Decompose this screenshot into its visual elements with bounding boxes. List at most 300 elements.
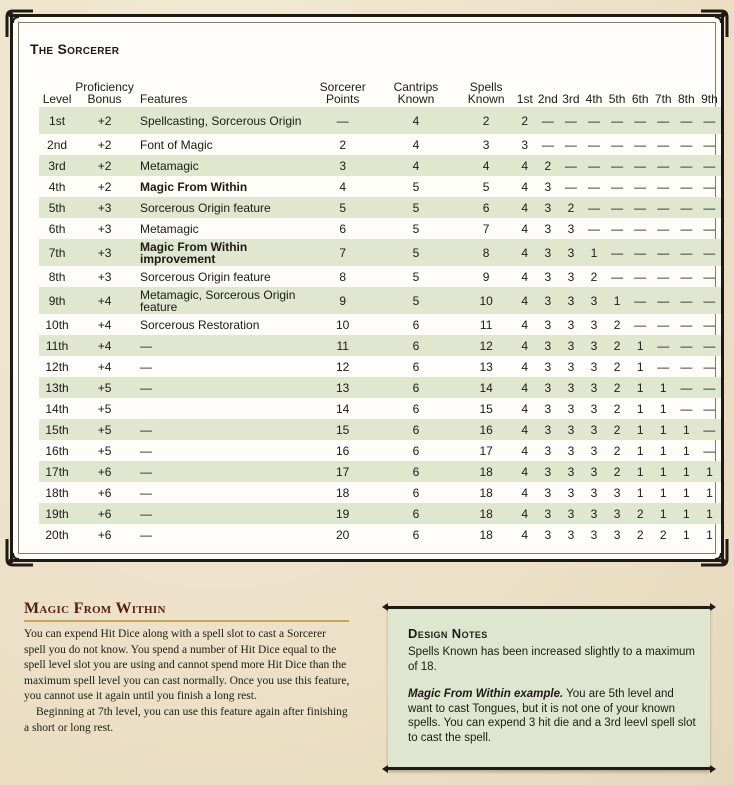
cell-spell-slot: 3 [544,221,552,236]
cell-spell-slot: 3 [567,317,575,332]
cell-proficiency: +6 [97,506,112,521]
cell-spell-slot: 4 [521,380,529,395]
cell-spell-slot: 4 [521,422,529,437]
cell-sorcerer-points: 17 [336,464,350,479]
cell-spell-slot: — [703,443,716,458]
cell-features: Sorcerous Origin feature [139,269,271,284]
cell-proficiency: +2 [97,137,112,152]
cell-spell-slot: 2 [613,338,621,353]
cell-level: 6th [48,221,66,236]
cell-spell-slot: 4 [521,245,529,260]
cell-spell-slot: — [680,179,693,194]
cell-proficiency: +4 [97,317,112,332]
box-corner-arrow [710,603,716,611]
cell-spell-slot: 3 [544,269,552,284]
cell-spell-slot: — [657,269,670,284]
cell-spell-slot: 2 [636,506,644,521]
cell-spell-slot: 4 [521,443,529,458]
heading-underline [24,620,349,622]
cell-cantrips-known: 5 [412,221,420,236]
table-row [39,461,721,482]
header-slot-3rd: 3rd [562,92,580,106]
header-slot-9th: 9th [701,92,718,106]
cell-sorcerer-points: 13 [336,380,350,395]
cell-sorcerer-points: — [336,113,349,128]
header-spells-known: Spells Known [467,80,505,106]
cell-level: 8th [48,269,66,284]
cell-spell-slot: 4 [521,269,529,284]
cell-spell-slot: — [703,338,716,353]
cell-spells-known: 8 [482,245,490,260]
magic-from-within-body [24,627,350,736]
header-proficiency: Proficiency Bonus [75,80,134,106]
cell-spell-slot: — [541,137,554,152]
header-features: Features [139,92,188,106]
cell-spell-slot: — [564,158,577,173]
header-cantrips-known: Cantrips Known [393,80,439,106]
table-row [39,356,721,377]
cell-level: 19th [45,506,69,521]
cell-spell-slot: 1 [636,359,644,374]
cell-spell-slot: 1 [590,245,598,260]
header-level: Level [42,92,72,106]
cell-spell-slot: — [634,317,647,332]
cell-spell-slot: 3 [544,179,552,194]
header-slot-2nd: 2nd [537,92,558,106]
cell-sorcerer-points: 12 [336,359,350,374]
design-notes-paragraph-2 [408,687,698,745]
cell-spells-known: 6 [482,200,490,215]
cell-spell-slot: — [588,137,600,152]
cell-spell-slot: — [680,137,693,152]
design-notes-paragraph-1: Spells Known has been increased slightly to a maximum of 18. [408,646,696,673]
cell-spell-slot: 1 [682,464,690,479]
cell-spell-slot: 2 [613,317,621,332]
cell-level: 5th [48,200,66,215]
cell-spell-slot: 2 [567,200,575,215]
cell-sorcerer-points: 9 [339,293,347,308]
cell-cantrips-known: 6 [412,359,420,374]
cell-features: — [139,506,152,521]
cell-spell-slot: 2 [613,401,621,416]
design-notes-title: Design Notes [408,626,488,641]
cell-proficiency: +3 [97,269,112,284]
cell-cantrips-known: 5 [412,179,420,194]
cell-spell-slot: 3 [544,317,552,332]
header-slot-6th: 6th [631,92,649,106]
cell-spell-slot: 2 [613,422,621,437]
cell-spell-slot: 2 [544,158,552,173]
cell-sorcerer-points: 8 [339,269,347,284]
cell-features: Magic From Within [139,179,248,194]
cell-spell-slot: 1 [682,422,690,437]
table-row [39,266,721,287]
cell-spell-slot: 1 [636,401,644,416]
cell-sorcerer-points: 7 [339,245,347,260]
cell-spell-slot: 1 [659,401,667,416]
cell-cantrips-known: 5 [412,200,420,215]
cell-spell-slot: 1 [659,464,667,479]
cell-cantrips-known: 4 [412,137,420,152]
table-row [39,197,721,218]
cell-spell-slot: 1 [659,443,667,458]
cell-spell-slot: — [703,359,716,374]
cell-spell-slot: — [634,293,647,308]
cell-spell-slot: — [657,317,670,332]
cell-spell-slot: 3 [590,506,598,521]
table-row [39,503,721,524]
table-row [39,287,721,314]
cell-spell-slot: — [611,137,624,152]
cell-proficiency: +6 [97,485,112,500]
cell-proficiency: +2 [97,158,112,173]
cell-cantrips-known: 5 [412,245,420,260]
cell-spell-slot: — [611,158,624,173]
cell-spell-slot: — [611,269,624,284]
cell-spell-slot: 2 [613,464,621,479]
cell-features: Metamagic, Sorcerous Origin feature [139,287,296,314]
cell-cantrips-known: 6 [412,401,420,416]
cell-spell-slot: — [680,200,693,215]
cell-spell-slot: 1 [613,293,621,308]
cell-spell-slot: 1 [682,527,690,542]
magic-from-within-heading: Magic From Within [24,600,166,617]
cell-spell-slot: — [703,137,716,152]
cell-spell-slot: 3 [544,527,552,542]
cell-spell-slot: 1 [706,464,713,479]
cell-sorcerer-points: 3 [339,158,347,173]
box-corner-arrow [382,765,388,773]
cell-spells-known: 4 [482,158,490,173]
cell-spell-slot: — [588,113,600,128]
cell-spell-slot: 4 [521,464,529,479]
table-body [39,107,721,545]
cell-spell-slot: 3 [567,506,575,521]
sorcerer-table-frame [10,14,724,562]
cell-level: 14th [45,401,69,416]
cell-spells-known: 10 [479,293,493,308]
cell-spells-known: 2 [482,113,490,128]
cell-spell-slot: 3 [590,485,598,500]
cell-spell-slot: — [703,293,716,308]
cell-spell-slot: — [703,200,716,215]
cell-features [134,398,313,419]
cell-spell-slot: — [680,359,693,374]
table-row [39,398,721,419]
cell-spell-slot: 4 [521,527,529,542]
frame-corner-ornament [5,537,35,567]
cell-spell-slot: — [703,317,716,332]
cell-spell-slot: — [703,158,716,173]
cell-cantrips-known: 6 [412,443,420,458]
cell-spell-slot: 3 [613,527,621,542]
cell-cantrips-known: 6 [412,380,420,395]
cell-spell-slot: — [634,200,647,215]
table-row [39,314,721,335]
cell-spell-slot: 3 [590,443,598,458]
cell-spells-known: 18 [479,527,493,542]
cell-features: — [139,359,152,374]
cell-spell-slot: — [588,158,600,173]
cell-spell-slot: 3 [590,359,598,374]
cell-spell-slot: 1 [706,485,713,500]
cell-spell-slot: 3 [590,527,598,542]
magic-from-within-paragraph-1: You can expend Hit Dice along with a spell slot to cast a Sorcerer spell you do not know. You spend a number of Hit Dice equal to the spell level slot you are using and cannot spend more Hit Dice than the maximum spell level you can cast normally. Once you use this feature, you cannot use it again until you finish a long rest. [24,628,350,703]
cell-features: — [139,527,152,542]
cell-level: 12th [45,359,69,374]
cell-spell-slot: — [657,200,670,215]
cell-sorcerer-points: 18 [336,485,350,500]
cell-spell-slot: 3 [613,506,621,521]
cell-cantrips-known: 6 [412,464,420,479]
header-slot-4th: 4th [585,92,603,106]
cell-sorcerer-points: 5 [339,200,347,215]
table-row [39,377,721,398]
cell-spell-slot: 3 [544,338,552,353]
cell-proficiency: +6 [97,527,112,542]
cell-spell-slot: 1 [706,506,713,521]
cell-spell-slot: 1 [659,422,667,437]
cell-spells-known: 14 [479,380,493,395]
cell-sorcerer-points: 4 [339,179,347,194]
cell-cantrips-known: 4 [412,113,420,128]
cell-level: 4th [48,179,66,194]
cell-features: — [139,338,152,353]
cell-features: Sorcerous Origin feature [139,200,271,215]
cell-proficiency: +4 [97,338,112,353]
table-row [39,440,721,461]
cell-spell-slot: 4 [521,179,529,194]
cell-spell-slot: 2 [613,380,621,395]
table-row [39,419,721,440]
cell-proficiency: +4 [97,293,112,308]
cell-spell-slot: 4 [521,506,529,521]
cell-spell-slot: 3 [567,464,575,479]
cell-cantrips-known: 4 [412,158,420,173]
cell-spell-slot: — [680,317,693,332]
cell-spell-slot: 3 [590,380,598,395]
cell-spell-slot: 3 [567,380,575,395]
cell-spell-slot: 4 [521,401,529,416]
cell-spell-slot: — [611,179,624,194]
cell-spell-slot: 4 [521,359,529,374]
cell-spell-slot: 2 [636,527,644,542]
cell-spell-slot: — [680,401,693,416]
cell-sorcerer-points: 15 [336,422,350,437]
cell-spells-known: 11 [479,317,493,332]
table-row [39,107,721,134]
table-title: The Sorcerer [30,41,120,57]
design-notes-example-body: You are 5th level and want to cast Tongues, but it is not one of your known spells. You can expend 3 hit die and a 3rd leevl spell slot to cast the spell. [408,688,696,744]
cell-spell-slot: — [657,221,670,236]
table-row [39,335,721,356]
table-header-row [39,77,721,107]
cell-proficiency: +2 [97,179,112,194]
design-notes-example-lead: Magic From Within example. [408,688,564,700]
cell-features: Spellcasting, Sorcerous Origin [139,113,302,128]
cell-level: 18th [45,485,69,500]
cell-spell-slot: 1 [636,380,644,395]
frame-corner-ornament [5,9,35,39]
cell-spell-slot: 3 [567,245,575,260]
cell-spell-slot: — [657,137,670,152]
cell-spell-slot: 1 [659,485,667,500]
cell-spell-slot: 1 [659,506,667,521]
cell-spell-slot: — [657,359,670,374]
cell-spell-slot: — [703,269,716,284]
cell-level: 1st [49,113,66,128]
cell-spell-slot: 3 [521,137,529,152]
cell-spell-slot: 3 [544,506,552,521]
cell-level: 17th [45,464,69,479]
cell-features: Metamagic [139,221,199,236]
cell-spells-known: 12 [479,338,493,353]
cell-spell-slot: — [634,137,647,152]
cell-spell-slot: 3 [590,464,598,479]
cell-sorcerer-points: 20 [336,527,350,542]
cell-level: 20th [45,527,69,542]
cell-spell-slot: 3 [590,293,598,308]
cell-sorcerer-points: 14 [336,401,350,416]
cell-features: — [139,464,152,479]
cell-spell-slot: 3 [567,443,575,458]
cell-spell-slot: 3 [544,443,552,458]
cell-spells-known: 13 [479,359,493,374]
cell-spell-slot: — [634,179,647,194]
cell-cantrips-known: 5 [412,269,420,284]
cell-spell-slot: 3 [613,485,621,500]
cell-spell-slot: 1 [659,380,667,395]
cell-spell-slot: — [634,221,647,236]
cell-spell-slot: — [611,200,624,215]
cell-spell-slot: 3 [590,317,598,332]
table-row [39,482,721,503]
cell-cantrips-known: 6 [412,506,420,521]
cell-spell-slot: — [657,245,670,260]
cell-spell-slot: 3 [544,422,552,437]
cell-proficiency: +3 [97,200,112,215]
cell-spell-slot: — [588,179,600,194]
cell-spell-slot: — [703,221,716,236]
cell-spell-slot: 1 [636,464,644,479]
cell-spell-slot: — [680,338,693,353]
cell-spell-slot: 2 [613,443,621,458]
cell-features: — [139,422,152,437]
cell-cantrips-known: 6 [412,527,420,542]
header-sorcerer-points: Sorcerer Points [319,80,366,106]
cell-sorcerer-points: 16 [336,443,350,458]
cell-proficiency: +3 [97,245,112,260]
cell-spell-slot: 1 [682,485,690,500]
cell-spell-slot: 1 [706,527,713,542]
cell-spell-slot: — [680,269,693,284]
cell-spell-slot: — [588,200,600,215]
cell-spell-slot: — [634,158,647,173]
cell-spell-slot: — [657,158,670,173]
magic-from-within-paragraph-2: Beginning at 7th level, you can use this feature again after finishing a short or long rest. [24,705,348,734]
table-row [39,134,721,155]
cell-spell-slot: 4 [521,200,529,215]
cell-spells-known: 18 [479,464,493,479]
cell-level: 15th [45,422,69,437]
cell-spell-slot: 2 [659,527,667,542]
cell-spells-known: 17 [479,443,493,458]
cell-cantrips-known: 6 [412,317,420,332]
sorcerer-class-table [39,77,721,545]
cell-level: 9th [48,293,66,308]
table-row [39,155,721,176]
cell-spell-slot: 1 [682,443,690,458]
cell-spells-known: 16 [479,422,493,437]
cell-spell-slot: 2 [521,113,529,128]
header-slot-1st: 1st [516,92,533,106]
cell-features: — [139,443,152,458]
cell-features: Sorcerous Restoration [139,317,260,332]
cell-spell-slot: — [703,179,716,194]
cell-level: 10th [45,317,69,332]
cell-level: 7th [48,245,66,260]
box-corner-arrow [382,603,388,611]
cell-spell-slot: 4 [521,221,529,236]
cell-spell-slot: 1 [636,485,644,500]
cell-proficiency: +6 [97,464,112,479]
cell-spell-slot: 3 [544,359,552,374]
cell-spell-slot: — [680,380,693,395]
cell-spell-slot: 4 [521,317,529,332]
cell-spell-slot: — [634,269,647,284]
cell-spell-slot: — [634,113,647,128]
design-notes-box [388,606,710,770]
cell-spell-slot: — [680,221,693,236]
cell-spell-slot: 3 [590,422,598,437]
cell-spell-slot: 4 [521,158,529,173]
cell-cantrips-known: 6 [412,338,420,353]
cell-spell-slot: 4 [521,485,529,500]
box-corner-arrow [710,765,716,773]
cell-level: 3rd [48,158,66,173]
cell-spell-slot: — [611,245,624,260]
cell-sorcerer-points: 11 [336,338,349,353]
cell-spell-slot: — [588,221,600,236]
cell-level: 2nd [47,137,68,152]
cell-spell-slot: 3 [544,464,552,479]
cell-spell-slot: 1 [636,443,644,458]
header-slot-7th: 7th [654,92,672,106]
cell-spell-slot: — [634,245,647,260]
cell-spell-slot: — [703,113,716,128]
cell-spell-slot: — [657,179,670,194]
cell-spell-slot: — [657,293,670,308]
cell-level: 11th [45,338,69,353]
cell-sorcerer-points: 10 [336,317,350,332]
cell-spell-slot: 3 [567,422,575,437]
cell-proficiency: +5 [97,401,112,416]
cell-spell-slot: — [564,137,577,152]
cell-spells-known: 5 [482,179,490,194]
cell-spell-slot: — [564,179,577,194]
cell-features: — [139,380,152,395]
cell-proficiency: +5 [97,422,112,437]
cell-spells-known: 9 [482,269,490,284]
cell-spell-slot: — [680,158,693,173]
cell-level: 13th [45,380,69,395]
cell-spell-slot: — [680,113,693,128]
header-slot-8th: 8th [677,92,695,106]
cell-spell-slot: — [703,245,716,260]
cell-spell-slot: 1 [636,338,644,353]
cell-spell-slot: 3 [567,485,575,500]
cell-spell-slot: 3 [544,293,552,308]
